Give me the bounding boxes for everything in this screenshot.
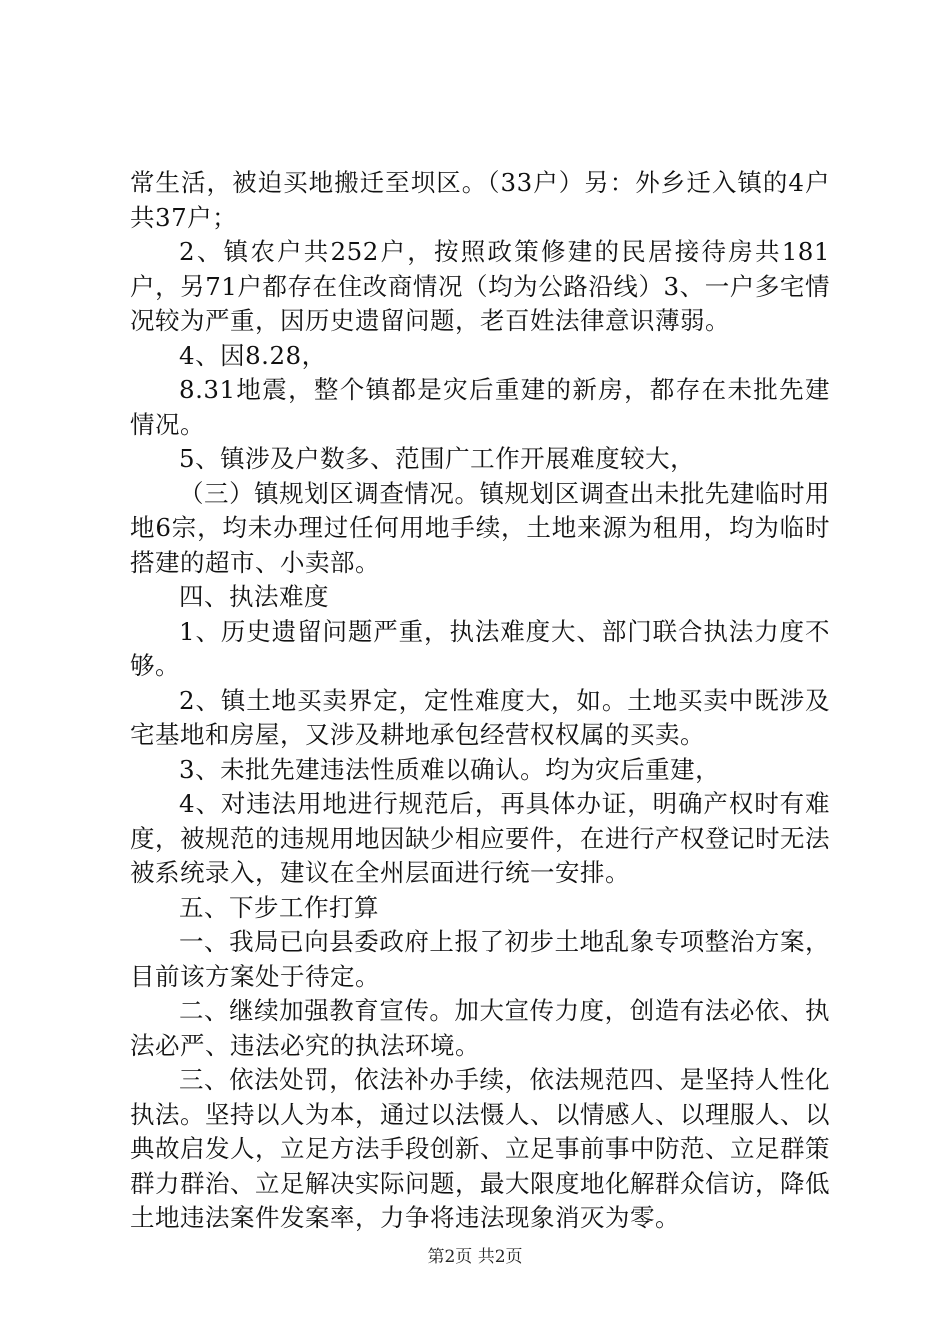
paragraph-3: 4、因8.28， <box>179 340 327 370</box>
paragraph-8: 1、历史遗留问题严重，执法难度大、部门联合执法力度不够。 <box>130 616 830 680</box>
paragraph-5: 5、镇涉及户数多、范围广工作开展难度较大， <box>179 444 696 473</box>
paragraph-4: 8.31地震，整个镇都是灾后重建的新房，都存在未批先建情况。 <box>130 375 830 439</box>
paragraph-15: 三、依法处罚，依法补办手续，依法规范四、是坚持人性化执法。坚持以人为本，通过以法慑人、以情感人、以理服人、以典故启发人，立足方法手段创新、立足事前事中防范、立足群策群力群治、立足解决实际问题，最大限度地化解群众信访，降低土地违法案件发案率，力争将违法现象消灭为零。 <box>130 1065 830 1232</box>
document-body <box>130 166 830 1236</box>
paragraph-6: （三）镇规划区调查情况。镇规划区调查出未批先建临时用地6宗，均未办理过任何用地手续，土地来源为租用，均为临时搭建的超市、小卖部。 <box>130 478 830 577</box>
section-heading-4: 四、执法难度 <box>179 582 329 611</box>
page-number-footer: 第2页 共2页 <box>427 1247 523 1267</box>
paragraph-9: 2、镇土地买卖界定，定性难度大，如。土地买卖中既涉及宅基地和房屋，又涉及耕地承包经营权权属的买卖。 <box>130 685 830 749</box>
paragraph-2: 2、镇农户共252户，按照政策修建的民居接待房共181户，另71户都存在住改商情况（均为公路沿线）3、一户多宅情况较为严重，因历史遗留问题，老百姓法律意识薄弱。 <box>130 237 830 335</box>
paragraph-14: 二、继续加强教育宣传。加大宣传力度，创造有法必依、执法必严、违法必究的执法环境。 <box>130 996 830 1060</box>
paragraph-13: 一、我局已向县委政府上报了初步土地乱象专项整治方案，目前该方案处于待定。 <box>130 927 830 991</box>
paragraph-11: 4、对违法用地进行规范后，再具体办证，明确产权时有难度，被规范的违规用地因缺少相应要件，在进行产权登记时无法被系统录入，建议在全州层面进行统一安排。 <box>130 789 830 887</box>
section-heading-5: 五、下步工作打算 <box>179 892 379 922</box>
paragraph-10: 3、未批先建违法性质难以确认。均为灾后重建， <box>179 754 721 784</box>
paragraph-1: 常生活，被迫买地搬迁至坝区。（33户）另：外乡迁入镇的4户共37户； <box>130 168 830 232</box>
